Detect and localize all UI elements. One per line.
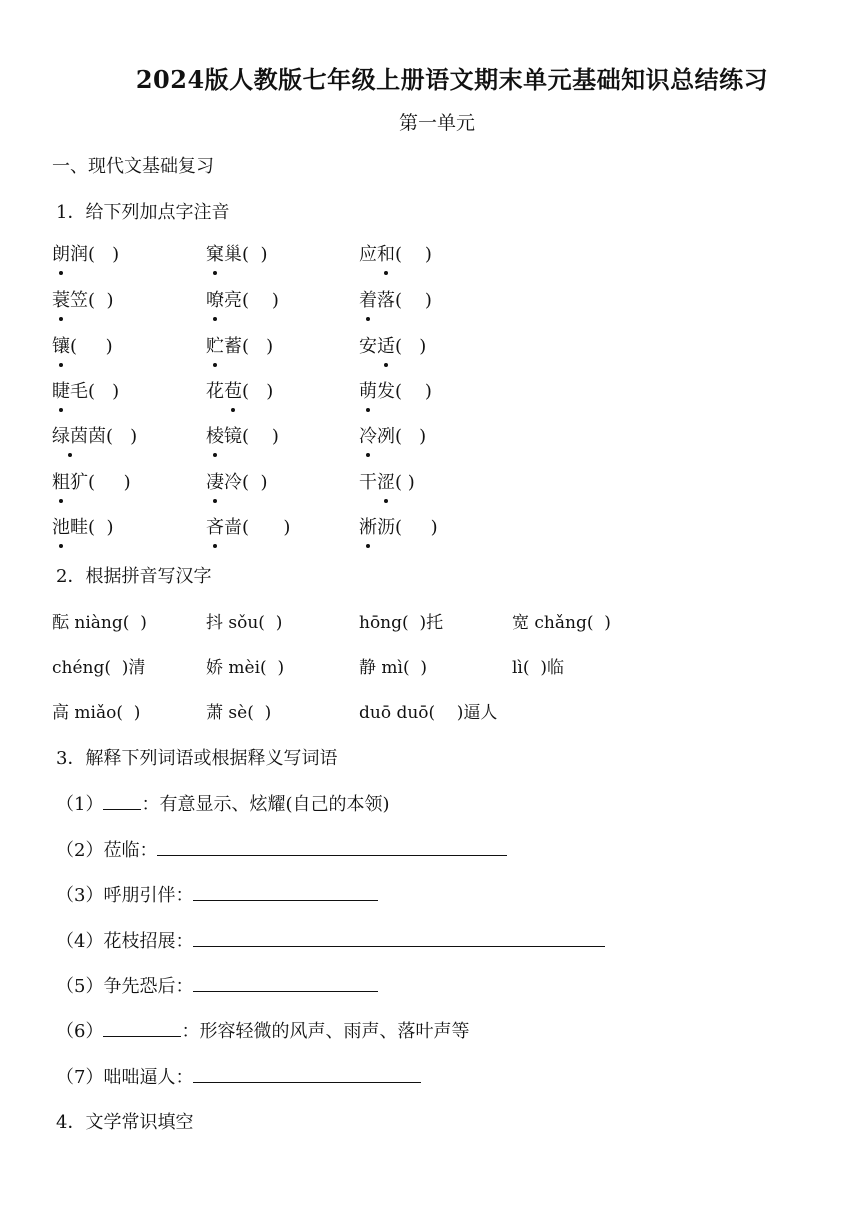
item-rest: 冷( ) (224, 472, 268, 493)
question-3-heading: 3．解释下列词语或根据释义写词语 (56, 748, 338, 769)
dotted-char: 蓑 (52, 288, 70, 314)
pinyin-item (359, 379, 432, 405)
pinyin-item (359, 288, 432, 314)
item-number: （3） (56, 885, 104, 906)
definition-item (56, 791, 390, 818)
dotted-char: 绿茵 (52, 424, 88, 450)
dotted-char: 适 (377, 334, 395, 360)
item-term: 呼朋引伴： (103, 885, 194, 906)
item-number: （4） (56, 931, 104, 952)
item-rest: 毛( ) (70, 381, 120, 402)
item-rest: 茵( ) (88, 426, 138, 447)
dotted-char: 镶 (52, 334, 70, 360)
pinyin-blank: chéng( )清 (52, 658, 146, 678)
dotted-char: 粗 (52, 470, 70, 496)
item-term: 咄咄逼人： (103, 1067, 194, 1088)
item-prefix: 花 (206, 381, 224, 402)
answer-blank[interactable] (193, 1064, 421, 1083)
pinyin-blank: lì( )临 (512, 658, 564, 678)
pinyin-item (206, 424, 279, 450)
pinyin-blank: 高 miǎo( ) (52, 703, 141, 723)
unit-title: 第一单元 (398, 112, 475, 134)
dotted-char: 苞 (224, 379, 242, 405)
item-rest: 犷( ) (70, 472, 131, 493)
pinyin-item (52, 334, 113, 360)
answer-blank[interactable] (193, 882, 378, 901)
dotted-char: 淅 (359, 515, 377, 541)
pinyin-blank: 酝 niàng( ) (52, 613, 147, 633)
item-rest: 畦( ) (70, 517, 114, 538)
item-rest: 笠( ) (70, 290, 114, 311)
item-rest: ( ) (395, 336, 427, 357)
item-prefix: 应 (359, 244, 377, 265)
pinyin-item (52, 379, 119, 405)
pinyin-item (52, 470, 131, 496)
item-prefix: 干 (359, 472, 377, 493)
pinyin-item (206, 288, 279, 314)
item-number: （1） (56, 794, 104, 815)
item-rest: 沥( ) (377, 517, 438, 538)
question-1-heading: 1．给下列加点字注音 (56, 202, 230, 223)
item-term: 莅临： (103, 840, 158, 861)
pinyin-item (206, 379, 273, 405)
question-4-heading: 4．文学常识填空 (56, 1112, 194, 1133)
pinyin-item (52, 242, 119, 268)
dotted-char: 朗 (52, 242, 70, 268)
answer-blank[interactable] (103, 791, 141, 810)
item-rest: ( ) (395, 472, 415, 493)
item-rest: 蓄( ) (224, 336, 274, 357)
pinyin-item (359, 334, 426, 360)
item-text: ：有意显示、炫耀(自己的本领) (141, 794, 390, 815)
dotted-char: 池 (52, 515, 70, 541)
pinyin-item (206, 242, 268, 268)
item-number: （5） (56, 976, 104, 997)
definition-item (56, 1018, 469, 1045)
pinyin-blank: 娇 mèi( ) (206, 658, 285, 678)
pinyin-blank: duō duō( )逼人 (359, 703, 498, 723)
answer-blank[interactable] (193, 973, 378, 992)
item-number: （6） (56, 1021, 104, 1042)
item-rest: ( ) (395, 244, 432, 265)
dotted-char: 窠 (206, 242, 224, 268)
pinyin-blank: 萧 sè( ) (206, 703, 272, 723)
pinyin-blank: 抖 sǒu( ) (206, 613, 283, 633)
pinyin-item (52, 288, 114, 314)
dotted-char: 冷 (359, 424, 377, 450)
item-number: （7） (56, 1067, 104, 1088)
definition-item (56, 837, 507, 864)
section-heading: 一、现代文基础复习 (52, 156, 214, 177)
answer-blank[interactable] (157, 837, 507, 856)
dotted-char: 贮 (206, 334, 224, 360)
pinyin-item (52, 515, 114, 541)
item-rest: ( ) (242, 381, 274, 402)
question-2-heading: 2．根据拼音写汉字 (56, 566, 212, 587)
dotted-char: 棱 (206, 424, 224, 450)
pinyin-item (359, 515, 438, 541)
item-rest: 发( ) (377, 381, 432, 402)
definition-item (56, 1064, 421, 1091)
pinyin-blank: 静 mì( ) (359, 658, 428, 678)
pinyin-blank: 宽 chǎng( ) (512, 613, 611, 633)
item-term: 花枝招展： (103, 931, 194, 952)
pinyin-blank: hōng( )托 (359, 613, 444, 633)
definition-item (56, 973, 378, 1000)
item-term: 争先恐后： (103, 976, 194, 997)
pinyin-item (206, 470, 268, 496)
pinyin-item (359, 470, 415, 496)
item-rest: ( ) (70, 336, 113, 357)
item-text: ：形容轻微的风声、雨声、落叶声等 (181, 1021, 470, 1042)
dotted-char: 吝 (206, 515, 224, 541)
item-rest: 落( ) (377, 290, 432, 311)
page-title: 2024版人教版七年级上册语文期末单元基础知识总结练习 (135, 65, 769, 94)
pinyin-item (359, 242, 432, 268)
item-rest: 巢( ) (224, 244, 268, 265)
dotted-char: 涩 (377, 470, 395, 496)
item-number: （2） (56, 840, 104, 861)
pinyin-item (52, 424, 137, 450)
dotted-char: 睫 (52, 379, 70, 405)
answer-blank[interactable] (103, 1018, 181, 1037)
item-prefix: 安 (359, 336, 377, 357)
item-rest: 冽( ) (377, 426, 427, 447)
pinyin-item (359, 424, 426, 450)
item-rest: 润( ) (70, 244, 120, 265)
dotted-char: 和 (377, 242, 395, 268)
pinyin-item (206, 334, 273, 360)
definition-item (56, 882, 378, 909)
answer-blank[interactable] (193, 928, 605, 947)
item-rest: 啬( ) (224, 517, 291, 538)
dotted-char: 着 (359, 288, 377, 314)
dotted-char: 萌 (359, 379, 377, 405)
definition-item (56, 928, 605, 955)
item-rest: 镜( ) (224, 426, 279, 447)
item-rest: 亮( ) (224, 290, 279, 311)
dotted-char: 凄 (206, 470, 224, 496)
pinyin-item (206, 515, 290, 541)
dotted-char: 嘹 (206, 288, 224, 314)
